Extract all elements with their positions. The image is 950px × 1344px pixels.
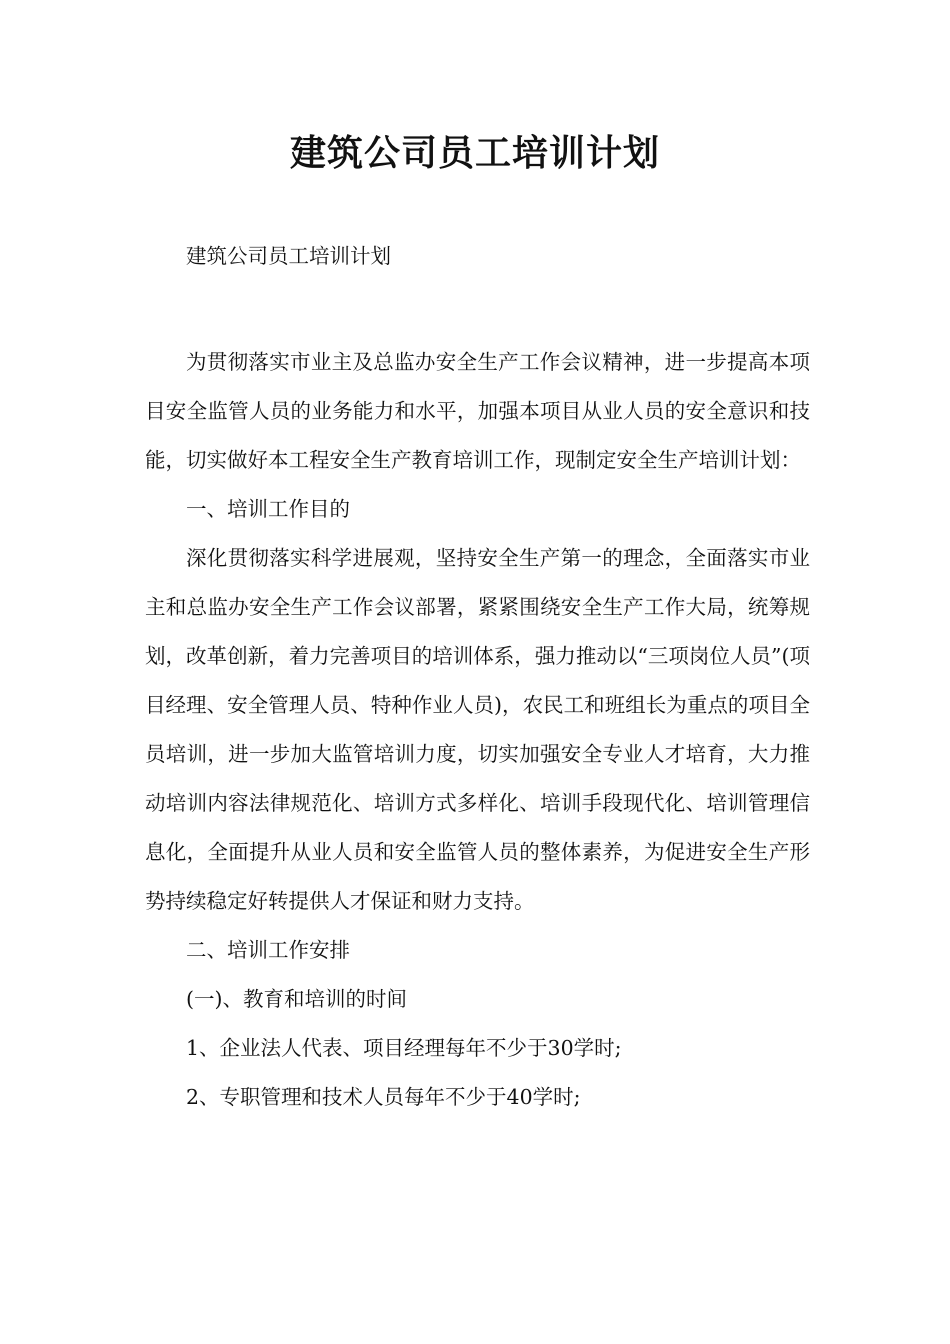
list-item: 1、企业法人代表、项目经理每年不少于30学时; xyxy=(186,1036,622,1060)
document-subtitle: 建筑公司员工培训计划 xyxy=(186,244,391,268)
subsection-heading-1: (一)、教育和培训的时间 xyxy=(186,987,407,1011)
document-title: 建筑公司员工培训计划 xyxy=(289,133,660,174)
section-heading-1: 一、培训工作目的 xyxy=(186,497,350,521)
paragraph-intro: 为贯彻落实市业主及总监办安全生产工作会议精神，进一步提高本项目安全监管人员的业务能力和水平，加强本项目从业人员的安全意识和技能，切实做好本工程安全生产教育培训工作，现制定安全生产培训计划： xyxy=(145,350,810,472)
section-heading-2: 二、培训工作安排 xyxy=(186,938,350,962)
list-item: 2、专职管理和技术人员每年不少于40学时; xyxy=(186,1085,581,1109)
document-body xyxy=(145,232,810,1122)
paragraph-purpose: 深化贯彻落实科学进展观，坚持安全生产第一的理念，全面落实市业主和总监办安全生产工作会议部署，紧紧围绕安全生产工作大局，统筹规划，改革创新，着力完善项目的培训体系，强力推动以“三项岗位人员”(项目经理、安全管理人员、特种作业人员)，农民工和班组长为重点的项目全员培训，进一步加大监管培训力度，切实加强安全专业人才培育，大力推动培训内容法律规范化、培训方式多样化、培训手段现代化、培训管理信息化，全面提升从业人员和安全监管人员的整体素养，为促进安全生产形势持续稳定好转提供人才保证和财力支持。 xyxy=(145,546,810,913)
